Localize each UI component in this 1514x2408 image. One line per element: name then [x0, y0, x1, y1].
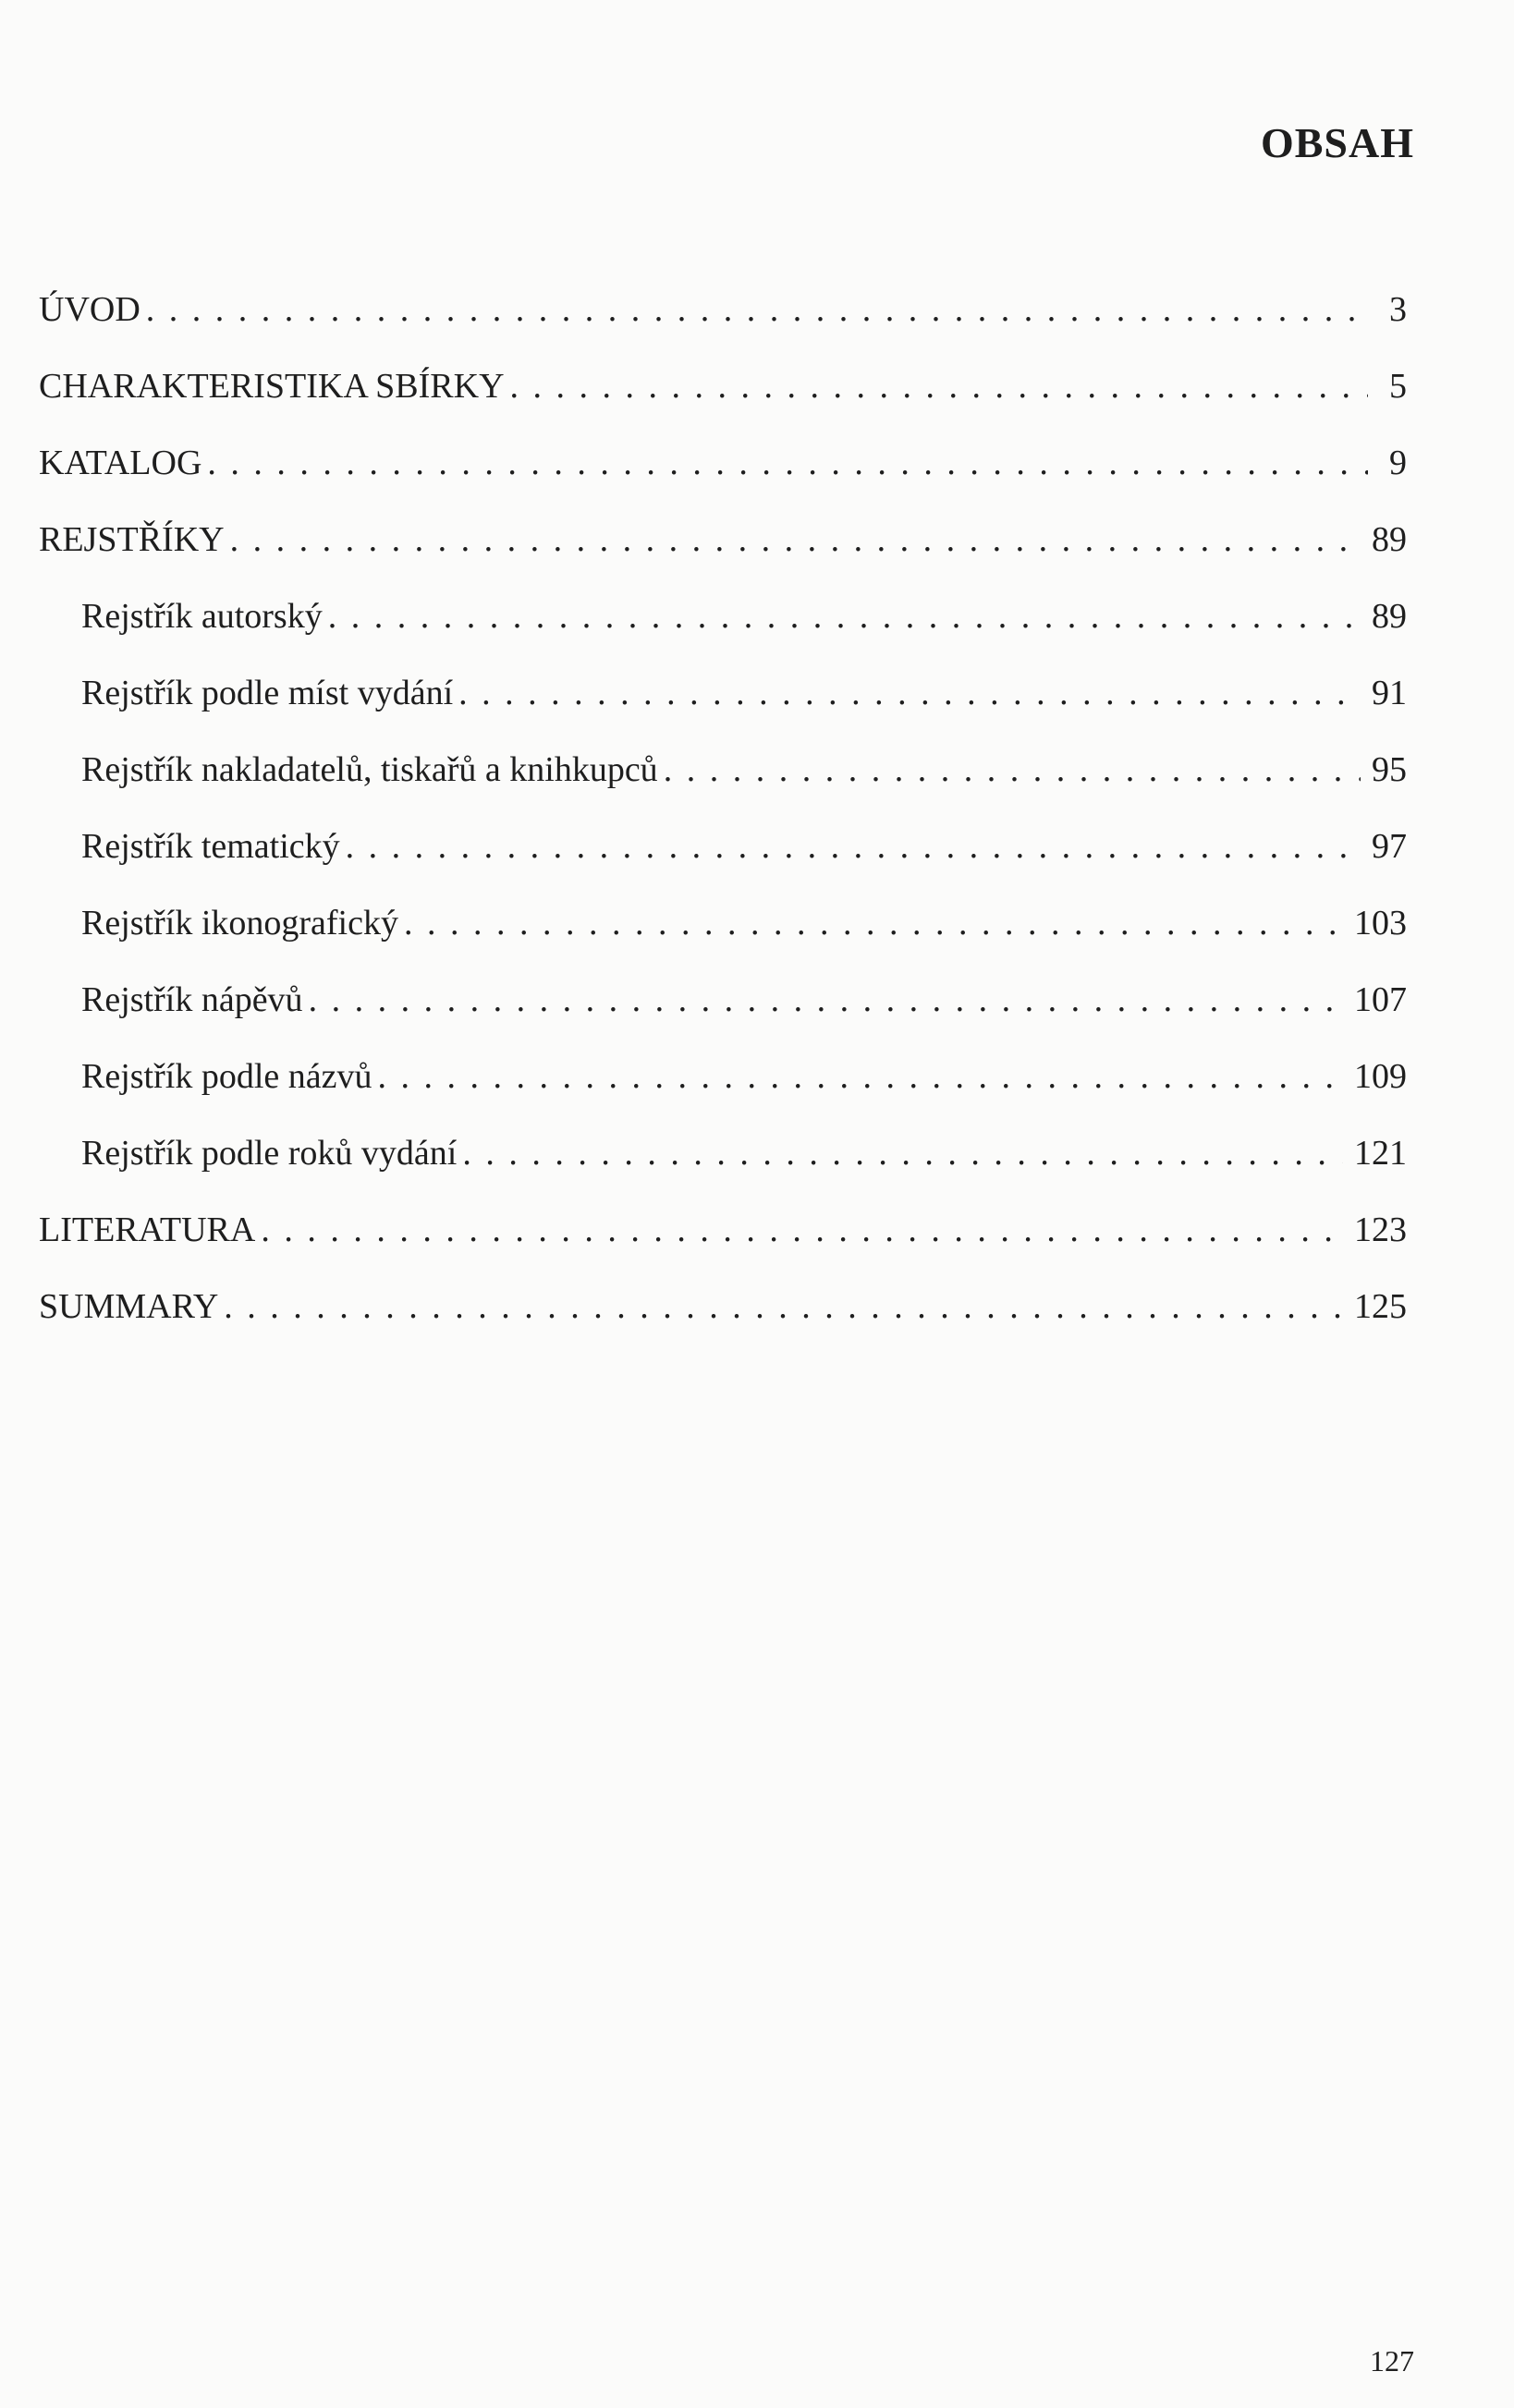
toc-entry-rejstrik-nakladatelu: [39, 749, 1407, 826]
toc-dot-leader: [510, 366, 1368, 407]
toc-dot-leader: [224, 1286, 1343, 1327]
toc-entry-literatura: [39, 1210, 1407, 1286]
toc-entry-page: 5: [1389, 367, 1407, 406]
toc-entry-page: 95: [1372, 750, 1407, 789]
toc-entry-page: 121: [1354, 1134, 1407, 1173]
toc-entry-label: Rejstřík tematický: [81, 827, 340, 866]
toc-entry-label: Rejstřík nakladatelů, tiskařů a knihkupců: [81, 750, 658, 789]
toc-entry-label: SUMMARY: [39, 1287, 219, 1326]
toc-entry-label: CHARAKTERISTIKA SBÍRKY: [39, 367, 505, 406]
toc-entry-label: Rejstřík podle míst vydání: [81, 674, 454, 712]
toc-entry-label: LITERATURA: [39, 1210, 256, 1249]
toc-dot-leader: [309, 979, 1343, 1020]
toc-entry-label: Rejstřík ikonografický: [81, 904, 398, 943]
toc-entry-label: REJSTŘÍKY: [39, 520, 225, 559]
page-title: OBSAH: [1260, 119, 1414, 166]
toc-dot-leader: [207, 443, 1368, 483]
toc-entry-rejstrik-ikonograficky: [39, 903, 1407, 979]
toc-dot-leader: [261, 1210, 1343, 1250]
toc-entry-rejstriky: [39, 519, 1407, 596]
toc-entry-summary: [39, 1286, 1407, 1363]
toc-dot-leader: [230, 519, 1361, 560]
toc-entry-label: ÚVOD: [39, 290, 140, 329]
toc-entry-page: 125: [1354, 1287, 1407, 1326]
toc-entry-page: 9: [1389, 444, 1407, 482]
toc-entry-rejstrik-mist: [39, 673, 1407, 749]
toc-dot-leader: [377, 1056, 1343, 1097]
toc-entry-charakteristika: [39, 366, 1407, 443]
toc-entry-page: 89: [1372, 597, 1407, 636]
table-of-contents: [39, 289, 1407, 1363]
toc-entry-uvod: [39, 289, 1407, 366]
toc-dot-leader: [458, 673, 1361, 713]
toc-entry-label: Rejstřík podle názvů: [81, 1057, 372, 1096]
toc-entry-page: 91: [1372, 674, 1407, 712]
toc-entry-label: Rejstřík podle roků vydání: [81, 1134, 458, 1173]
toc-entry-page: 107: [1354, 980, 1407, 1019]
toc-dot-leader: [146, 289, 1368, 330]
toc-entry-page: 3: [1389, 290, 1407, 329]
toc-entry-page: 123: [1354, 1210, 1407, 1249]
toc-entry-rejstrik-autorsky: [39, 596, 1407, 673]
toc-entry-rejstrik-tematicky: [39, 826, 1407, 903]
toc-dot-leader: [404, 903, 1343, 943]
toc-entry-page: 103: [1354, 904, 1407, 943]
toc-dot-leader: [462, 1133, 1343, 1174]
toc-entry-page: 89: [1372, 520, 1407, 559]
toc-entry-rejstrik-roku: [39, 1133, 1407, 1210]
toc-entry-label: Rejstřík autorský: [81, 597, 323, 636]
page-number: 127: [1370, 2344, 1414, 2378]
toc-dot-leader: [664, 749, 1361, 790]
toc-entry-label: Rejstřík nápěvů: [81, 980, 303, 1019]
toc-entry-label: KATALOG: [39, 444, 202, 482]
toc-entry-katalog: [39, 443, 1407, 519]
toc-entry-rejstrik-napevu: [39, 979, 1407, 1056]
toc-entry-rejstrik-nazvu: [39, 1056, 1407, 1133]
toc-dot-leader: [346, 826, 1361, 867]
toc-entry-page: 97: [1372, 827, 1407, 866]
toc-dot-leader: [328, 596, 1361, 637]
toc-entry-page: 109: [1354, 1057, 1407, 1096]
